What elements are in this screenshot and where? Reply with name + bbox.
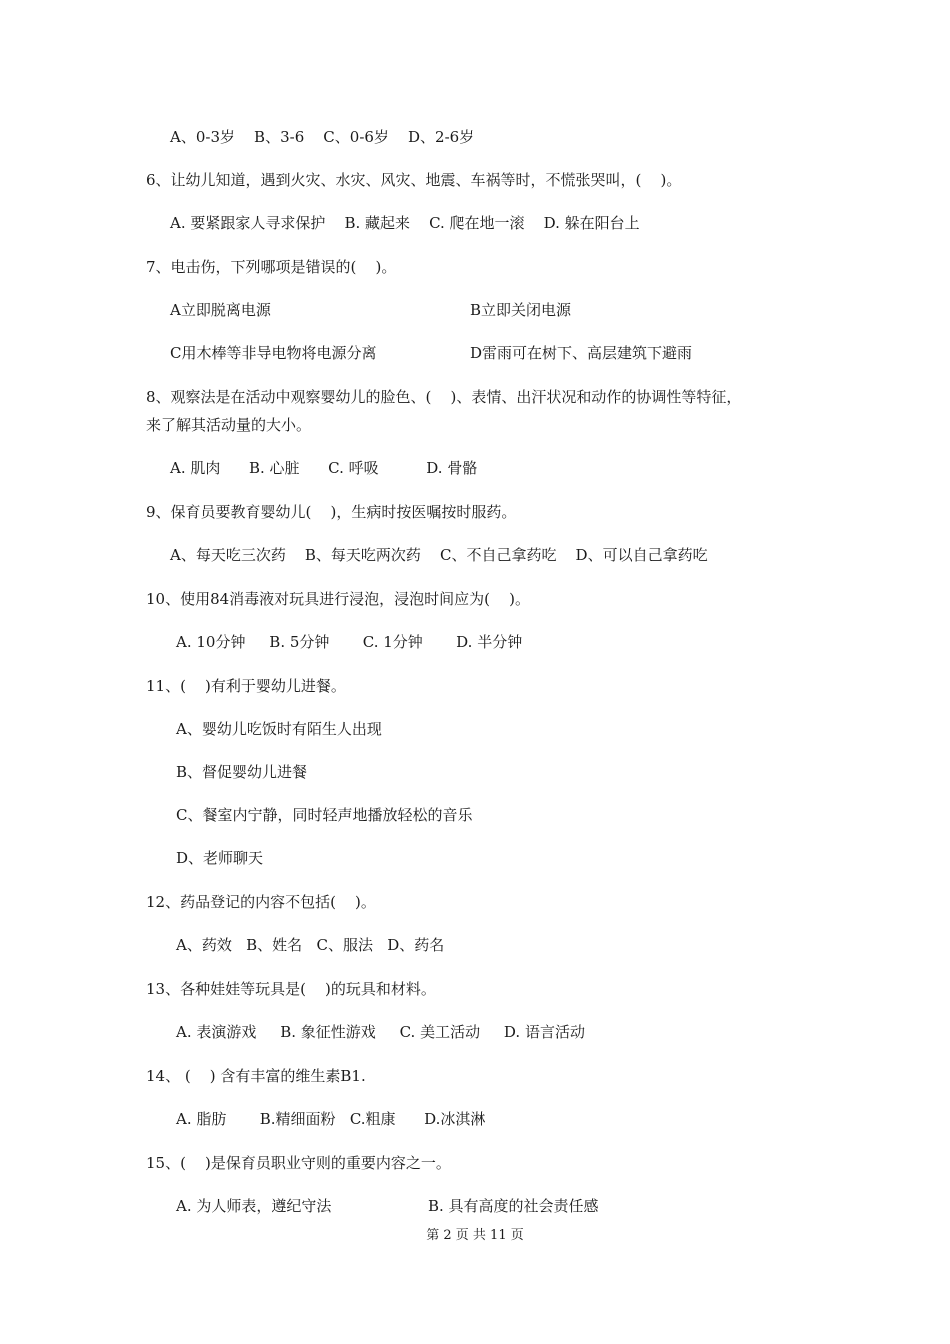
q14-options: A. 脂肪 B.精细面粉 C.粗康 D.冰淇淋 xyxy=(176,1110,486,1128)
question-13: 13、各种娃娃等玩具是( )的玩具和材料。 xyxy=(146,980,436,998)
question-7: 7、电击伤，下列哪项是错误的( )。 xyxy=(146,258,397,276)
q15-option-b: B. 具有高度的社会责任感 xyxy=(428,1197,599,1215)
question-8-line2: 来了解其活动量的大小。 xyxy=(146,416,312,434)
question-15: 15、( )是保育员职业守则的重要内容之一。 xyxy=(146,1154,451,1172)
question-6: 6、让幼儿知道，遇到火灾、水灾、风灾、地震、车祸等时，不慌张哭叫，( )。 xyxy=(146,171,682,189)
q11-option-d: D、老师聊天 xyxy=(176,849,264,867)
question-9: 9、保育员要教育婴幼儿( )，生病时按医嘱按时服药。 xyxy=(146,503,517,521)
q11-option-a: A、婴幼儿吃饭时有陌生人出现 xyxy=(176,720,382,738)
q7-option-d: D雷雨可在树下、高层建筑下避雨 xyxy=(470,344,693,362)
q6-options: A. 要紧跟家人寻求保护 B. 藏起来 C. 爬在地一滚 D. 躲在阳台上 xyxy=(170,214,640,232)
q7-option-c: C用木棒等非导电物将电源分离 xyxy=(170,344,377,362)
q7-option-a: A立即脱离电源 xyxy=(170,301,271,319)
q7-option-b: B立即关闭电源 xyxy=(470,301,572,319)
question-8-line1: 8、观察法是在活动中观察婴幼儿的脸色、( )、表情、出汗状况和动作的协调性等特征， xyxy=(146,388,742,406)
q9-options: A、每天吃三次药 B、每天吃两次药 C、不自己拿药吃 D、可以自己拿药吃 xyxy=(170,546,708,564)
question-11: 11、( )有利于婴幼儿进餐。 xyxy=(146,677,346,695)
q12-options: A、药效 B、姓名 C、服法 D、药名 xyxy=(176,936,445,954)
question-14: 14、 ( ) 含有丰富的维生素B1. xyxy=(146,1067,366,1085)
q8-options: A. 肌肉 B. 心脏 C. 呼吸 D. 骨骼 xyxy=(170,459,478,477)
question-12: 12、药品登记的内容不包括( )。 xyxy=(146,893,376,911)
question-10: 10、使用84消毒液对玩具进行浸泡，浸泡时间应为( )。 xyxy=(146,590,530,608)
q10-options: A. 10分钟 B. 5分钟 C. 1分钟 D. 半分钟 xyxy=(176,633,523,651)
page-number-footer: 第 2 页 共 11 页 xyxy=(426,1228,524,1243)
q11-option-b: B、督促婴幼儿进餐 xyxy=(176,763,308,781)
q15-option-a: A. 为人师表，遵纪守法 xyxy=(176,1197,332,1215)
q5-options: A、0-3岁 B、3-6 C、0-6岁 D、2-6岁 xyxy=(170,128,475,146)
q11-option-c: C、餐室内宁静，同时轻声地播放轻松的音乐 xyxy=(176,806,473,824)
q13-options: A. 表演游戏 B. 象征性游戏 C. 美工活动 D. 语言活动 xyxy=(176,1023,585,1041)
